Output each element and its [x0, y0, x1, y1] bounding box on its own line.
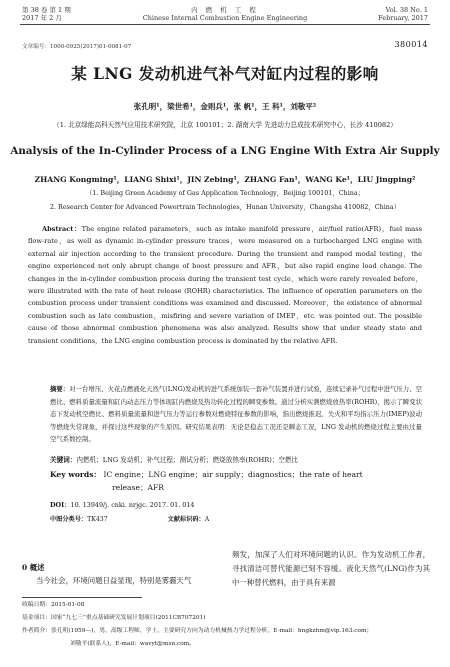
en-authors: ZHANG Kongming¹，LIANG Shixi¹，JIN Zebing¹，ZHANG Fan¹，WANG Ke¹，LIU Jingping² — [34, 175, 416, 184]
footnote-received: 收稿日期：2015-01-08 — [22, 602, 85, 608]
keywords-cn-label: 关键词： — [50, 456, 77, 464]
clc-value: TK437 — [87, 516, 108, 523]
volume-issue: 第 38 卷 第 1 期 — [22, 6, 71, 14]
doi — [50, 500, 195, 509]
article-code: 380014 — [394, 40, 428, 49]
abstract-en-label: Abstract： — [42, 225, 82, 233]
en-title: Analysis of the In-Cylinder Process of a LNG Engine With Extra Air Supply — [10, 145, 440, 157]
abstract-en-text: The engine related parameters，such as intake manifold pressure，air/fuel ratio(AFR)，fuel mass flow-rate，as well as dynamic in-cylinder pressure traces，were measured on a turbocharged LNG engine with external air injection according to the transient procedure. During the transient and ramped modal testing，the engine experienced not only abrupt change of boost pressure and AFR，but also rapid engine load change. The changes in the in-cylinder combustion process during the transient test cycle，which were rarely revealed before，were illustrated with the rate of heat release (ROHR) characteristics. The influence of operation parameters on the combustion process under transient conditions was examined and discussed. Moreover，the existence of abnormal combustion such as late combustion，misfiring and severe variation of IMEP，etc. was pointed out. The possible cause of those abnormal combustion phenomena was also analyzed. Results show that under steady state and transient conditions，the LNG engine combustion process is dominated by the relative AFR. — [28, 225, 422, 345]
cn-authors: 张孔明¹，梁世希¹，金则兵¹，张 帆¹，王 科¹，刘敬平² — [133, 102, 317, 111]
issue-date: 2017 年 2 月 — [22, 14, 62, 22]
footnote-author: 作者简介：张孔明(1959—)，男，高级工程师，学士，主要研究方向为动力机械热力学过程分析，E-mail：hngkzhm@vip.163.com； — [22, 628, 373, 634]
date-en: February, 2017 — [378, 14, 428, 22]
clc-label: 中图分类号： — [50, 516, 88, 523]
doi-label: DOI： — [50, 501, 71, 509]
journal-volume-en — [378, 6, 428, 22]
keywords-en — [50, 469, 422, 494]
doc-code-label: 文献标识码： — [167, 516, 205, 523]
header-rule — [20, 24, 430, 25]
intro-paragraph-left: 当今社会，环境问题日益显现，特别是雾霾天气 — [36, 576, 192, 585]
abstract-cn-text: 对一台增压、火花点燃液化天然气(LNG)发动机的进气系统加装一套补气装置并进行试验，连续记录补气过程中进气压力、空燃比、燃料质量流量和缸内动态压力等体现缸内燃烧及热功转化过程的瞬变参数。通过分析实测燃烧放热率(ROHR)，揭示了瞬变状态下发动机空燃比、燃料质量流量和进气压力等运行参数对燃烧特征参数的影响，指出燃烧推迟、失火和平均指示压力(IMEP)波动等燃烧失常现象，并探讨这些现象的产生原因。研究结果表明：无论是稳态工况还是瞬态工况，LNG 发动机的燃烧过程主要由过量空气系数控制。 — [50, 385, 423, 444]
abstract-cn — [50, 383, 422, 446]
section-heading: 0 概述 — [22, 563, 45, 572]
en-affiliation-1: （1. Beijing Green Academy of Gas Application Technology，Beijing 100101，China； — [85, 189, 365, 197]
doc-code-value: A — [204, 516, 210, 523]
journal-name-cn: 内 燃 机 工 程 — [191, 6, 259, 14]
keywords-en-text-1: IC engine；LNG engine；air supply；diagnostics；the rate of heart — [103, 470, 363, 479]
keywords-cn — [50, 454, 422, 464]
volume-en: Vol. 38 No. 1 — [385, 6, 428, 14]
article-number: 文章编号：1000-0925(2017)01-0081-07 — [22, 44, 132, 50]
keywords-en-text-2: release；AFR — [112, 482, 165, 492]
footnote-fund: 基金项目：国家“九七三”重点基础研究发展计划项目(2011CB707201) — [22, 615, 206, 621]
abstract-en — [28, 223, 422, 347]
en-affiliation-2: 2. Research Center for Advanced Powertrain Technologies，Hunan University，Changsha 410082，China） — [49, 203, 401, 211]
keywords-cn-text: 内燃机；LNG 发动机；补气过程；测试分析；燃烧放热率(ROHR)；空燃比 — [76, 456, 299, 464]
classification — [50, 514, 209, 523]
keywords-en-label: Key words： — [50, 470, 102, 479]
footnote-contact: 刘敬平(联系人)，E-mail：wavyt@msn.com。 — [70, 641, 196, 647]
abstract-cn-label: 摘要： — [50, 385, 70, 393]
doi-value: 10. 13949/j. cnki. nrjgc. 2017. 01. 014 — [70, 501, 195, 509]
footnote-rule — [22, 597, 142, 598]
cn-title: 某 LNG 发动机进气补气对缸内过程的影响 — [71, 64, 379, 83]
intro-paragraph-right: 频发，加深了人们对环境问题的认识。作为发动机工作者，寻找清洁可替代能源已刻不容缓。液化天然气(LNG)作为其中一种替代燃料，由于具有来源 — [232, 550, 430, 587]
journal-name-en: Chinese Internal Combustion Engine Engineering — [142, 14, 308, 22]
cn-affiliation: （1. 北京绿能高科天然气应用技术研究院，北京 100101；2. 湖南大学 先进动力总成技术研究中心，长沙 410082） — [53, 121, 397, 129]
